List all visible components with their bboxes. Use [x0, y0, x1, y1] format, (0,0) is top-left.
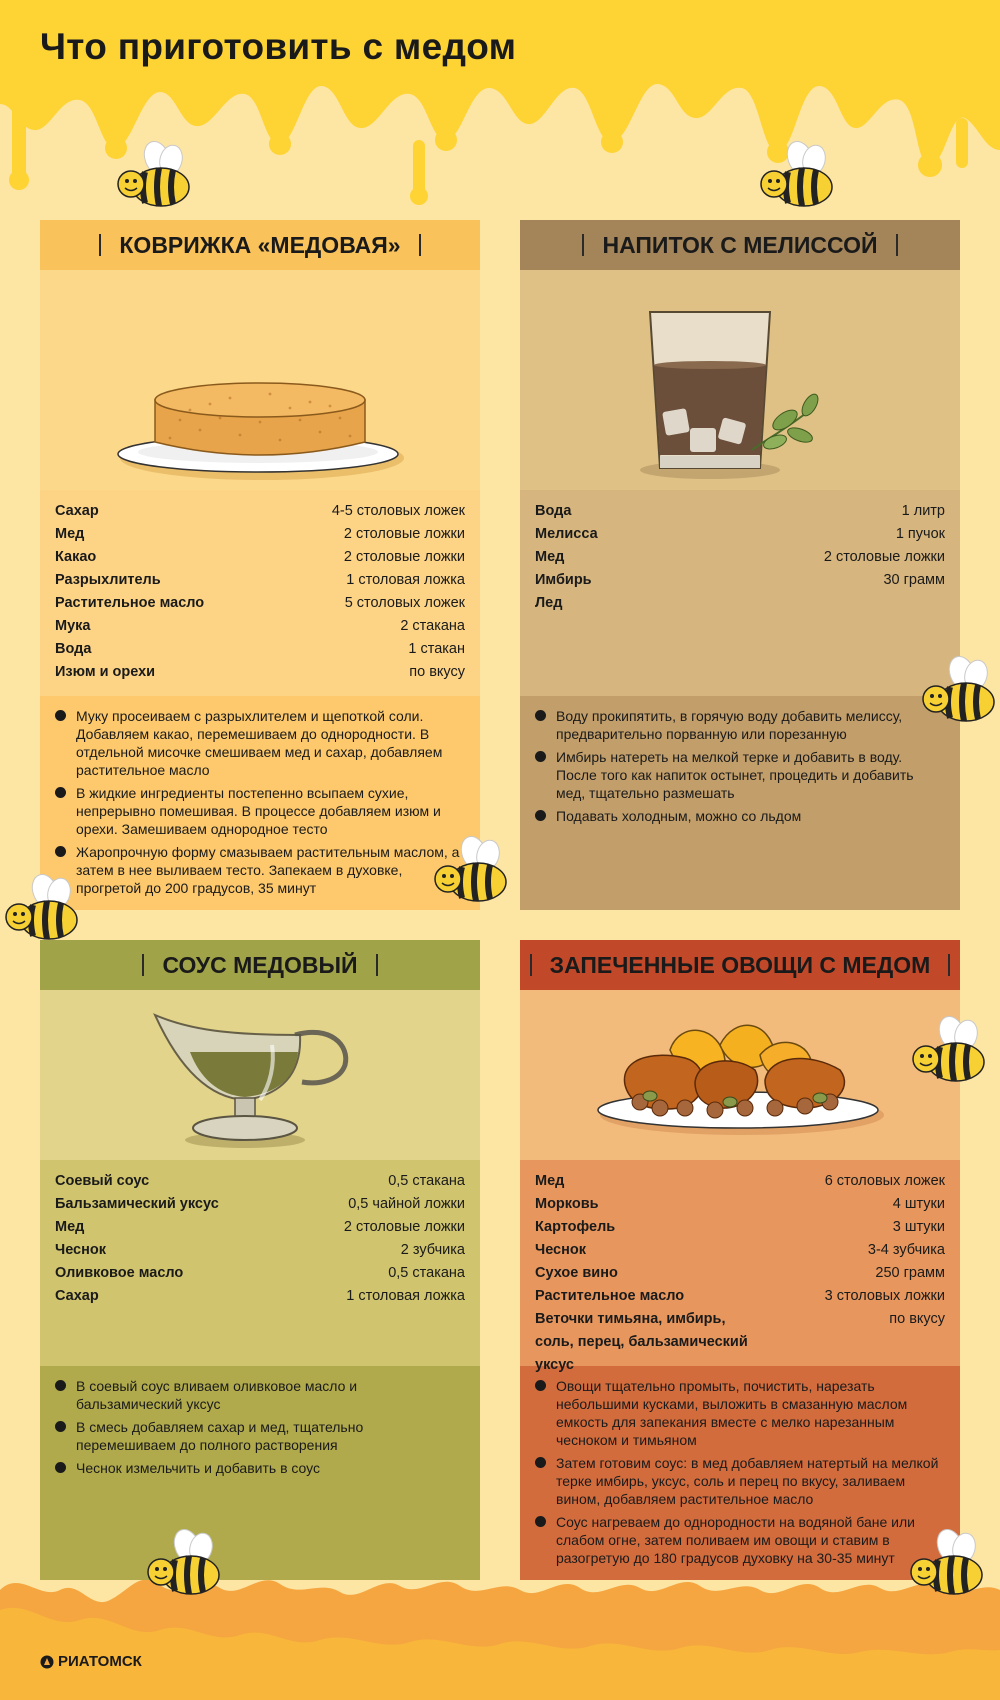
- ingredient-amount: 4-5 столовых ложек: [331, 503, 465, 519]
- step-item: [55, 784, 465, 838]
- ingredient-row: [55, 661, 465, 684]
- bullet-icon: [535, 1516, 546, 1527]
- step-text: Подавать холодным, можно со льдом: [556, 808, 802, 824]
- bee-icon: [758, 140, 838, 215]
- ingredient-row: [55, 1262, 465, 1285]
- ingredient-row: [55, 500, 465, 523]
- ingredient-name: Сахар: [55, 1288, 99, 1304]
- step-text: Чеснок измельчить и добавить в соус: [76, 1460, 321, 1476]
- bullet-icon: [535, 1380, 546, 1391]
- bee-icon: [910, 1015, 990, 1090]
- step-text: В смесь добавляем сахар и мед, тщательно перемешиваем до полного растворения: [76, 1419, 364, 1453]
- ria-logo-icon: [40, 1655, 54, 1669]
- ingredient-amount: 2 зубчика: [400, 1242, 465, 1258]
- ingredient-name: Имбирь: [535, 572, 592, 588]
- honey-cake-icon: [40, 270, 480, 490]
- ingredient-row: [535, 569, 945, 592]
- card-title: НАПИТОК С МЕЛИССОЙ: [582, 234, 897, 256]
- ingredient-row: [535, 1262, 945, 1285]
- ingredients-list: [40, 490, 480, 696]
- ingredient-amount: 5 столовых ложек: [344, 595, 465, 611]
- step-item: [535, 748, 945, 802]
- ingredient-row: [535, 1285, 945, 1308]
- page-title: Что приготовить с медом: [40, 26, 517, 67]
- glass-with-ice-icon: [520, 270, 960, 490]
- ingredient-name: Вода: [535, 503, 572, 519]
- ingredient-amount: 3 штуки: [892, 1219, 945, 1235]
- card-header: [520, 940, 960, 990]
- ingredient-amount: 2 стакана: [400, 618, 465, 634]
- ingredient-row: [55, 523, 465, 546]
- ingredient-amount: по вкусу: [889, 1311, 945, 1327]
- footer-logo: [40, 1653, 142, 1670]
- bee-icon: [908, 1528, 988, 1603]
- card-header: [40, 220, 480, 270]
- ingredient-row: [535, 546, 945, 569]
- ingredient-amount: 1 стакан: [408, 641, 465, 657]
- bullet-icon: [55, 787, 66, 798]
- step-text: В жидкие ингредиенты постепенно всыпаем сухие, непрерывно помешивая. В процессе добавляем изюм и орехи. Замешиваем однородное тесто: [76, 785, 441, 837]
- step-item: [55, 1459, 465, 1477]
- illustration-area: [520, 270, 960, 490]
- ingredient-row: [55, 615, 465, 638]
- ingredient-name: Мелисса: [535, 526, 598, 542]
- card-header: [520, 220, 960, 270]
- ingredient-name: Бальзамический уксус: [55, 1196, 219, 1212]
- steps-list: [40, 1366, 480, 1580]
- sauce-boat-icon: [40, 990, 480, 1160]
- bullet-icon: [55, 1380, 66, 1391]
- ingredient-row: [535, 592, 945, 615]
- step-item: [535, 1377, 945, 1449]
- ingredient-name: Растительное масло: [55, 595, 205, 611]
- illustration-area: [40, 270, 480, 490]
- step-text: Имбирь натереть на мелкой терке и добавить в воду. После того как напиток остынет, процедить и добавить мед, тщательно размешать: [556, 749, 914, 801]
- step-item: [535, 1513, 945, 1567]
- ingredient-amount: 6 столовых ложек: [824, 1173, 945, 1189]
- ingredient-amount: по вкусу: [409, 664, 465, 680]
- ingredient-name: Изюм и орехи: [55, 664, 156, 680]
- ingredient-row: [535, 523, 945, 546]
- step-item: [55, 1418, 465, 1454]
- ingredient-name: Чеснок: [55, 1242, 106, 1258]
- ingredients-list: [40, 1160, 480, 1366]
- ingredient-amount: 3-4 зубчика: [867, 1242, 945, 1258]
- recipe-card-honey-cake: [40, 220, 480, 910]
- ingredients-list: [520, 1160, 960, 1373]
- ingredient-name: Вода: [55, 641, 92, 657]
- step-item: [535, 807, 945, 825]
- step-item: [55, 1377, 465, 1413]
- card-title: СОУС МЕДОВЫЙ: [142, 954, 377, 976]
- bee-icon: [920, 655, 1000, 730]
- ingredient-amount: 2 столовые ложки: [343, 549, 465, 565]
- ingredient-name: Оливковое масло: [55, 1265, 184, 1281]
- steps-list: [520, 1366, 960, 1580]
- bullet-icon: [55, 1462, 66, 1473]
- ingredient-row: [55, 1239, 465, 1262]
- step-text: Жаропрочную форму смазываем растительным маслом, а затем в нее выливаем тесто. Запекаем в духовке, прогретой до 200 градусов, 35 минут: [76, 844, 460, 896]
- recipe-card-honey-sauce: [40, 940, 480, 1580]
- recipe-card-melissa-drink: [520, 220, 960, 910]
- steps-list: [40, 696, 480, 910]
- bee-icon: [432, 835, 512, 910]
- steps-list: [520, 696, 960, 910]
- ingredient-name: Растительное масло: [535, 1288, 685, 1304]
- ingredient-name: Соевый соус: [55, 1173, 150, 1189]
- ingredient-amount: 0,5 стакана: [388, 1173, 465, 1189]
- ingredient-name: Сахар: [55, 503, 99, 519]
- ingredient-amount: 250 грамм: [875, 1265, 945, 1281]
- ingredient-row: [535, 1216, 945, 1239]
- ingredient-row: [55, 1170, 465, 1193]
- ingredient-amount: 0,5 чайной ложки: [348, 1196, 465, 1212]
- ingredient-name: Лед: [535, 595, 563, 611]
- card-title: ЗАПЕЧЕННЫЕ ОВОЩИ С МЕДОМ: [530, 954, 951, 976]
- ingredient-name: Веточки тимьяна, имбирь, соль, перец, бальзамический уксус: [535, 1311, 748, 1373]
- ingredient-name: Картофель: [535, 1219, 616, 1235]
- ingredient-row: [55, 569, 465, 592]
- bee-icon: [3, 873, 83, 948]
- recipe-card-roasted-vegetables: [520, 940, 960, 1580]
- ingredient-name: Сухое вино: [535, 1265, 618, 1281]
- step-text: В соевый соус вливаем оливковое масло и бальзамический уксус: [76, 1378, 358, 1412]
- ingredient-name: Мед: [535, 1173, 565, 1189]
- step-text: Воду прокипятить, в горячую воду добавить мелиссу, предварительно порванную или порезанную: [556, 708, 903, 742]
- step-text: Соус нагреваем до однородности на водяной бане или слабом огне, затем поливаем им овощи и ставим в разогретую до 180 градусов духовку на 30-35 минут: [556, 1514, 915, 1566]
- bullet-icon: [535, 1457, 546, 1468]
- ingredient-name: Мед: [55, 526, 85, 542]
- step-text: Муку просеиваем с разрыхлителем и щепоткой соли. Добавляем какао, перемешиваем до однородности. В отдельной мисочке смешиваем мед и сахар, добавляем растительное масло: [76, 708, 443, 778]
- step-item: [55, 707, 465, 779]
- ingredient-amount: 1 столовая ложка: [346, 572, 465, 588]
- step-text: Затем готовим соус: в мед добавляем натертый на мелкой терке имбирь, уксус, соль и перец по вкусу, заливаем вином, добавляем растительное масло: [556, 1455, 939, 1507]
- ingredient-name: Разрыхлитель: [55, 572, 161, 588]
- step-item: [535, 707, 945, 743]
- ingredient-amount: 1 пучок: [895, 526, 945, 542]
- ingredient-row: [55, 638, 465, 661]
- illustration-area: [40, 990, 480, 1160]
- ingredient-row: [55, 592, 465, 615]
- step-item: [535, 1454, 945, 1508]
- illustration-area: [520, 990, 960, 1160]
- ingredient-amount: 30 грамм: [883, 572, 945, 588]
- step-text: Овощи тщательно промыть, почистить, нарезать небольшими кусками, выложить в смазанную маслом емкость для запекания вместе с мелко нарезанным чесноком и тимьяном: [556, 1378, 908, 1448]
- ingredient-amount: 1 литр: [901, 503, 945, 519]
- bullet-icon: [535, 810, 546, 821]
- ingredient-amount: 0,5 стакана: [388, 1265, 465, 1281]
- ingredient-row: [535, 1193, 945, 1216]
- ingredient-row: [55, 1216, 465, 1239]
- ingredient-amount: 2 столовые ложки: [343, 526, 465, 542]
- ingredient-row: [535, 1239, 945, 1262]
- ingredient-name: Мед: [55, 1219, 85, 1235]
- bullet-icon: [55, 1421, 66, 1432]
- ingredient-amount: 1 столовая ложка: [346, 1288, 465, 1304]
- card-header: [40, 940, 480, 990]
- ingredient-amount: 2 столовые ложки: [343, 1219, 465, 1235]
- ingredient-name: Мука: [55, 618, 91, 634]
- bullet-icon: [55, 710, 66, 721]
- ingredient-name: Чеснок: [535, 1242, 586, 1258]
- roasted-vegetables-icon: [520, 990, 960, 1160]
- ingredient-name: Мед: [535, 549, 565, 565]
- ingredient-name: Какао: [55, 549, 97, 565]
- ingredients-list: [520, 490, 960, 696]
- ingredient-row: [535, 500, 945, 523]
- ingredient-amount: 2 столовые ложки: [823, 549, 945, 565]
- ingredient-row: [535, 1170, 945, 1193]
- step-item: [55, 843, 465, 897]
- logo-text: РИАТОМСК: [58, 1653, 142, 1670]
- ingredient-row: [55, 1193, 465, 1216]
- ingredient-amount: 4 штуки: [892, 1196, 945, 1212]
- ingredient-name: Морковь: [535, 1196, 599, 1212]
- card-title: КОВРИЖКА «МЕДОВАЯ»: [99, 234, 420, 256]
- bee-icon: [145, 1528, 225, 1603]
- ingredient-amount: 3 столовых ложки: [824, 1288, 945, 1304]
- ingredient-row: [55, 1285, 465, 1308]
- bullet-icon: [535, 751, 546, 762]
- ingredient-row: [55, 546, 465, 569]
- bullet-icon: [535, 710, 546, 721]
- bee-icon: [115, 140, 195, 215]
- bullet-icon: [55, 846, 66, 857]
